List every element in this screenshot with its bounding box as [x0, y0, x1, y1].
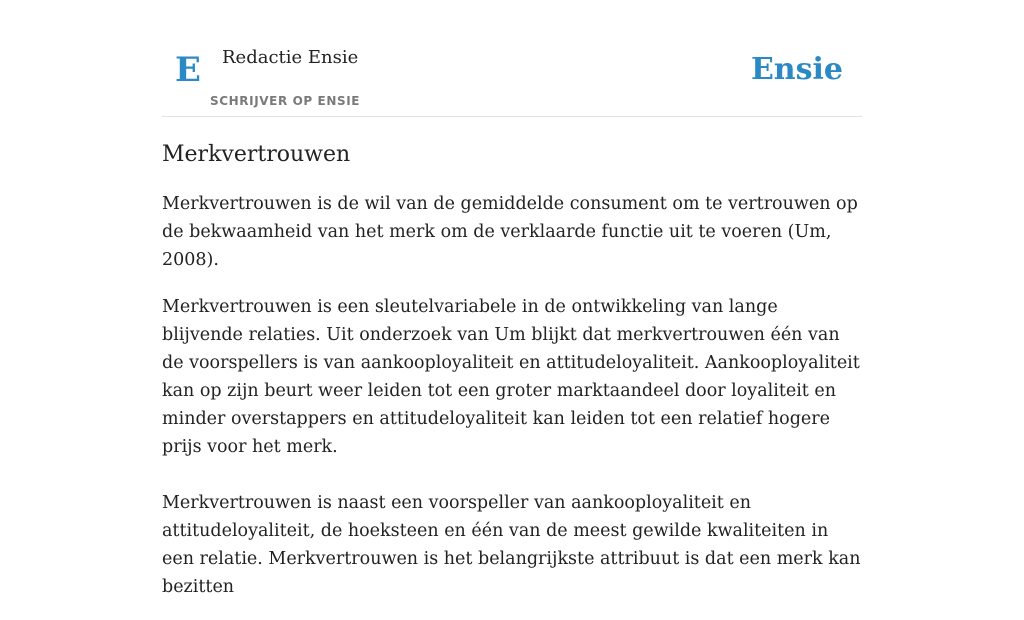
- article-paragraph: Merkvertrouwen is naast een voorspeller van aankooployaliteit en attitudeloyaliteit, de hoeksteen en één van de meest gewilde kwaliteiten in een relatie. Merkvertrouwen is het belangrijkste attribuut is dat een merk kan bezitten: [162, 493, 861, 597]
- article-title: Merkvertrouwen: [162, 142, 351, 167]
- article-paragraph: Merkvertrouwen is een sleutelvariabele in de ontwikkeling van lange blijvende relaties. Uit onderzoek van Um blijkt dat merkvertrouwen één van de voorspellers is van aankooployaliteit en attitudeloyaliteit. Aankooployaliteit kan op zijn beurt weer leiden tot een groter marktaandeel door loyaliteit en minder overstappers en attitudeloyaliteit kan leiden tot een relatief hogere prijs voor het merk.: [162, 297, 860, 457]
- author-name[interactable]: Redactie Ensie: [222, 47, 359, 68]
- ensie-brand-logo[interactable]: Ensie: [750, 52, 843, 87]
- ensie-logo-mark[interactable]: E: [175, 50, 201, 90]
- article: [162, 140, 862, 620]
- article-paragraph: Merkvertrouwen is de wil van de gemiddelde consument om te vertrouwen op de bekwaamheid van het merk om de verklaarde functie uit te voeren (Um, 2008).: [162, 194, 858, 270]
- author-header: [162, 0, 862, 117]
- author-role: SCHRIJVER OP ENSIE: [210, 94, 361, 108]
